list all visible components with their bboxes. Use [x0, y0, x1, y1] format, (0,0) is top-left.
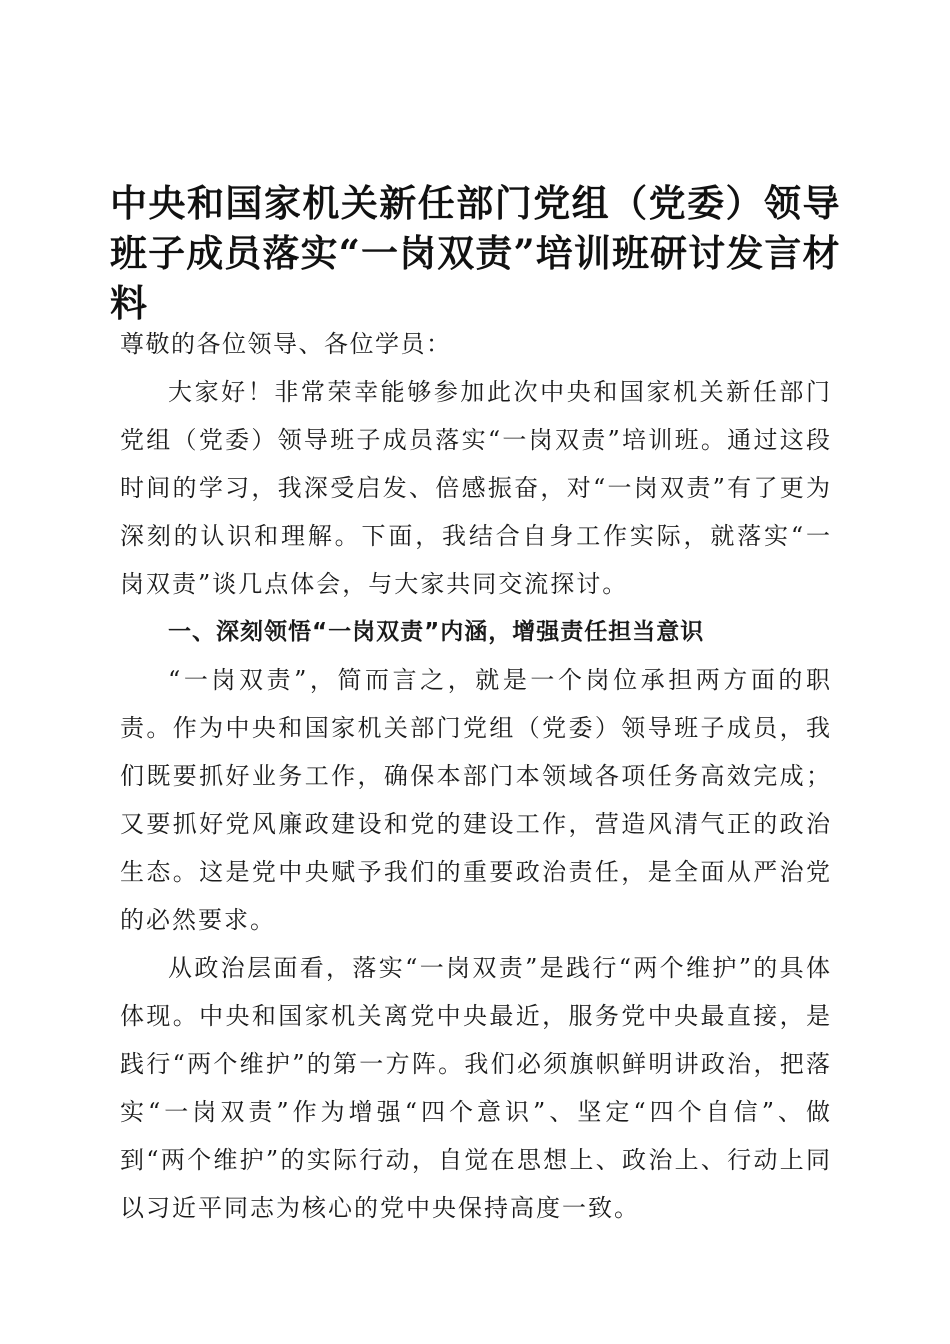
- document-body: [120, 320, 832, 1232]
- section-1-paragraph-2: 从政治层面看，落实“一岗双责”是践行“两个维护”的具体体现。中央和国家机关离党中央最近，服务党中央最直接，是践行“两个维护”的第一方阵。我们必须旗帜鲜明讲政治，把落实“一岗双责”作为增强“四个意识”、坚定“四个自信”、做到“两个维护”的实际行动，自觉在思想上、政治上、行动上同以习近平同志为核心的党中央保持高度一致。: [120, 954, 832, 1222]
- section-1-paragraph-1: “一岗双责”，简而言之，就是一个岗位承担两方面的职责。作为中央和国家机关部门党组（党委）领导班子成员，我们既要抓好业务工作，确保本部门本领域各项任务高效完成；又要抓好党风廉政建设和党的建设工作，营造风清气正的政治生态。这是党中央赋予我们的重要政治责任，是全面从严治党的必然要求。: [120, 666, 832, 934]
- opening-paragraph: 大家好！非常荣幸能够参加此次中央和国家机关新任部门党组（党委）领导班子成员落实“一岗双责”培训班。通过这段时间的学习，我深受启发、倍感振奋，对“一岗双责”有了更为深刻的认识和理解。下面，我结合自身工作实际，就落实“一岗双责”谈几点体会，与大家共同交流探讨。: [120, 378, 832, 598]
- document-title: 中央和国家机关新任部门党组（党委）领导班子成员落实“一岗双责”培训班研讨发言材料: [110, 181, 840, 325]
- section-heading-1: 一、深刻领悟“一岗双责”内涵，增强责任担当意识: [168, 619, 705, 645]
- salutation: 尊敬的各位领导、各位学员：: [120, 330, 452, 358]
